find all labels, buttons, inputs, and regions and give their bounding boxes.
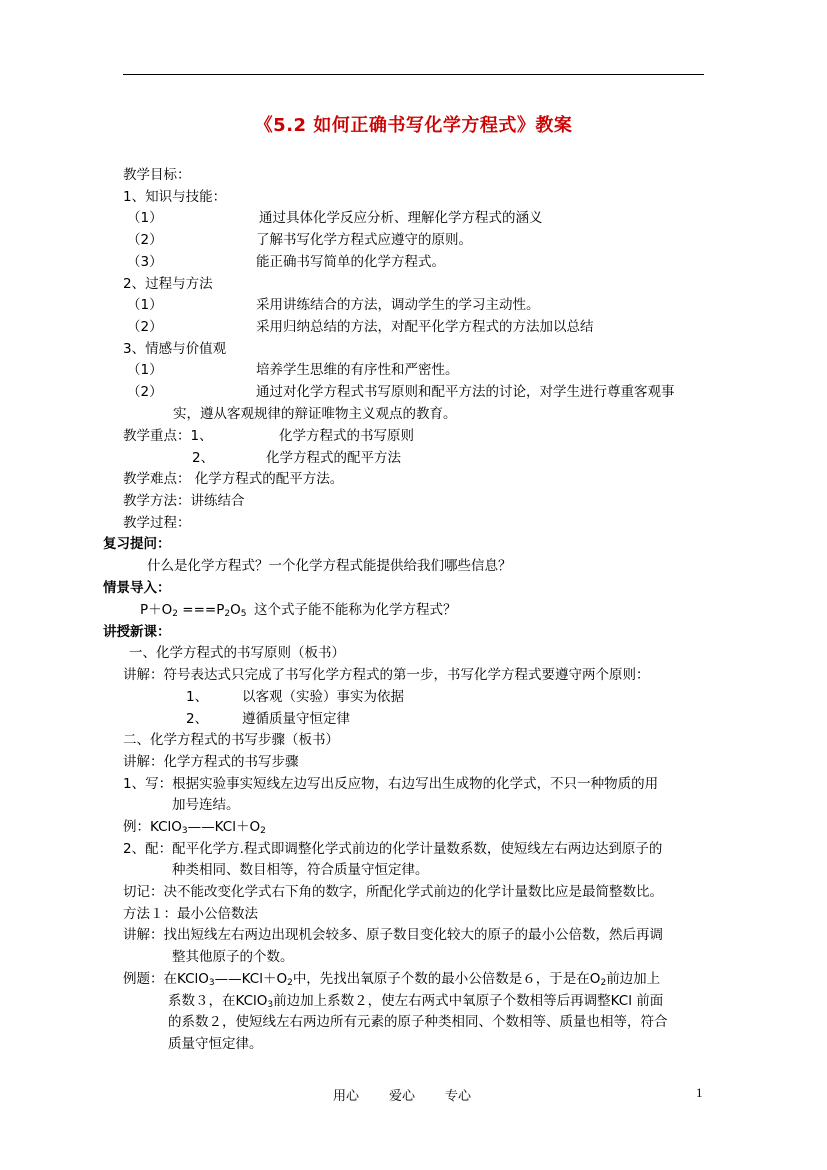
- rule-text: 遵循质量守恒定律: [242, 711, 350, 727]
- paragraph: 讲解：找出短线左右两边出现机会较多、原子数目变化较大的原子的最小公倍数，然后再调: [123, 927, 663, 943]
- paragraph: 讲解：符号表达式只完成了书写化学方程式的第一步，书写化学方程式要遵守两个原则：: [123, 667, 650, 683]
- equation-subscript: 5: [240, 609, 247, 619]
- process-line: 教学过程：: [123, 515, 191, 531]
- goals-section-1: 1、知识与技能：: [123, 189, 227, 205]
- equation-line: [140, 600, 247, 620]
- equation-text: P＋O: [140, 602, 173, 618]
- goal-text: 了解书写化学方程式应遵守的原则。: [256, 232, 472, 248]
- method-heading: 方法１：最小公倍数法: [123, 906, 258, 922]
- equation-text: ===P: [178, 602, 225, 618]
- goal-text: 采用讲练结合的方法，调动学生的学习主动性。: [256, 297, 540, 313]
- example-line: [168, 991, 663, 1011]
- equation-text: 例：KClO: [123, 819, 182, 835]
- equation-subscript: 2: [600, 978, 607, 988]
- paragraph-continued: 加号连结。: [172, 797, 240, 813]
- goals-heading: 教学目标：: [123, 167, 191, 183]
- keypoint-number: 2、: [192, 450, 215, 466]
- review-question: 什么是化学方程式？一个化学方程式能提供给我们哪些信息？: [147, 558, 512, 574]
- example-line: 的系数２，使短线左右两边所有元素的原子种类相同、个数相等、质量也相等，符合: [168, 1014, 668, 1030]
- footer-text: 用心: [333, 1089, 360, 1104]
- example-line: 质量守恒定律。: [168, 1036, 263, 1052]
- goal-text: 能正确书写简单的化学方程式。: [256, 254, 445, 270]
- goal-number: （2）: [127, 319, 163, 335]
- keypoints-label: 教学重点：1、: [123, 428, 213, 444]
- section-heading: 一、化学方程式的书写原则（板书）: [129, 645, 345, 661]
- header-rule: [123, 74, 704, 75]
- newlesson-heading: 讲授新课：: [103, 624, 171, 640]
- example-text: ——KCl＋O: [214, 971, 288, 987]
- example-text: 例题：在KClO: [123, 971, 209, 987]
- goal-text: 通过对化学方程式书写原则和配平方法的讨论，对学生进行尊重客观事: [256, 384, 675, 400]
- footer-text: 专心: [445, 1089, 472, 1104]
- goal-number: （2）: [127, 384, 163, 400]
- equation-subscript: 2: [287, 978, 293, 988]
- paragraph-continued: 整其他原子的个数。: [172, 949, 294, 965]
- paragraph: 1、写：根据实验事实短线左边写出反应物，右边写出生成物的化学式，不只一种物质的用: [123, 776, 659, 792]
- goal-text: 培养学生思维的有序性和严密性。: [256, 362, 459, 378]
- paragraph: 2、配：配平化学方.程式即调整化学式前边的化学计量数系数，使短线左右两边达到原子的: [123, 841, 663, 857]
- example-text: 前边加上: [606, 971, 661, 987]
- equation-subscript: 2: [172, 609, 179, 619]
- example-text: 前边加上系数２，使左右两式中氧原子个数相等后再调整KCl 前面: [273, 993, 664, 1009]
- goal-text: 通过具体化学反应分析、理解化学方程式的涵义: [259, 210, 543, 226]
- intro-heading: 情景导入：: [103, 580, 171, 596]
- equation-subscript: 2: [224, 609, 231, 619]
- example-equation: [123, 817, 266, 837]
- goal-number: （1）: [127, 362, 163, 378]
- document-title: 《5.2 如何正确书写化学方程式》教案: [254, 115, 573, 136]
- section-heading: 二、化学方程式的书写步骤（板书）: [123, 732, 339, 748]
- footer-text: 爱心: [389, 1089, 416, 1104]
- rule-number: 1、: [186, 689, 209, 705]
- equation-subscript: 3: [208, 978, 215, 988]
- keypoint-text: 化学方程式的书写原则: [279, 428, 414, 444]
- goal-number: （1）: [127, 210, 163, 226]
- paragraph: 讲解：化学方程式的书写步骤: [123, 754, 299, 770]
- difficulty-line: 教学难点： 化学方程式的配平方法。: [123, 471, 344, 487]
- page-number: 1: [696, 1085, 703, 1100]
- goal-text-continued: 实，遵从客观规律的辩证唯物主义观点的教育。: [173, 406, 457, 422]
- intro-question: 这个式子能不能称为化学方程式？: [254, 602, 457, 618]
- note-line: 切记：决不能改变化学式右下角的数字，所配化学式前边的化学计量数比应是最简整数比。: [123, 884, 663, 900]
- keypoint-text: 化学方程式的配平方法: [266, 450, 401, 466]
- rule-number: 2、: [186, 711, 209, 727]
- example-line: [123, 969, 660, 989]
- equation-text: O: [230, 602, 241, 618]
- example-text: 系数３，在KClO: [168, 993, 268, 1009]
- example-text: 中，先找出氧原子个数的最小公倍数是６，于是在O: [292, 971, 601, 987]
- equation-subscript: 2: [260, 826, 266, 836]
- review-heading: 复习提问：: [103, 536, 171, 552]
- equation-subscript: 3: [267, 1000, 274, 1010]
- equation-text: ——KCl＋O: [187, 819, 261, 835]
- paragraph-continued: 种类相同、数目相等，符合质量守恒定律。: [172, 862, 429, 878]
- equation-subscript: 3: [181, 826, 188, 836]
- goal-number: （2）: [127, 232, 163, 248]
- goal-number: （3）: [127, 254, 163, 270]
- goals-section-2: 2、过程与方法: [123, 276, 213, 292]
- goal-text: 采用归纳总结的方法，对配平化学方程式的方法加以总结: [256, 319, 594, 335]
- rule-text: 以客观（实验）事实为依据: [242, 689, 404, 705]
- goal-number: （1）: [127, 297, 163, 313]
- method-line: 教学方法：讲练结合: [123, 493, 245, 509]
- goals-section-3: 3、情感与价值观: [123, 341, 227, 357]
